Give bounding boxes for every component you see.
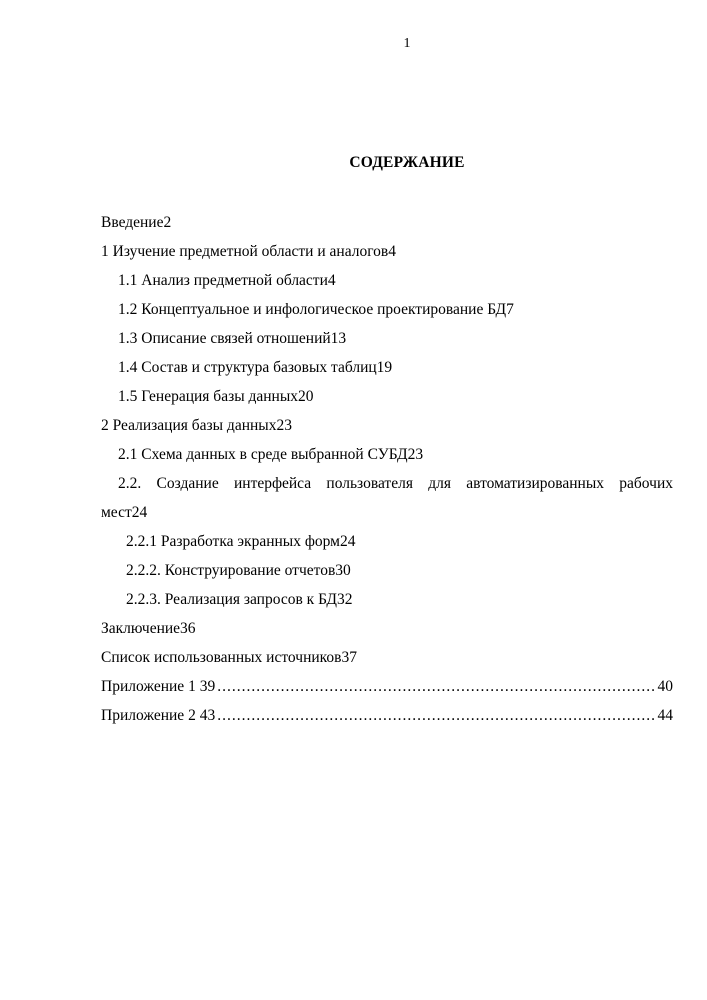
toc-entry-section-2-2[interactable]: 2.2. Создание интерфейса пользователя для автоматизированных рабочих <box>118 475 673 492</box>
dot-leader <box>217 701 655 730</box>
toc-entry-label: Приложение 2 43 <box>101 707 216 724</box>
page-title: СОДЕРЖАНИЕ <box>349 154 465 171</box>
toc-entry-page-number: 44 <box>657 707 673 724</box>
toc-entry-appendix-1[interactable] <box>101 672 673 701</box>
dot-leader <box>217 672 655 701</box>
toc-entry-chapter-1[interactable]: 1 Изучение предметной области и аналогов4 <box>101 243 396 260</box>
toc-entry-appendix-2[interactable] <box>101 701 673 730</box>
toc-entry-section-1-4[interactable]: 1.4 Состав и структура базовых таблиц19 <box>118 359 393 376</box>
toc-entry-intro[interactable]: Введение2 <box>101 214 172 231</box>
toc-entry-section-1-3[interactable]: 1.3 Описание связей отношений13 <box>118 330 347 347</box>
toc-entry-references[interactable]: Список использованных источников37 <box>101 649 357 666</box>
toc-entry-section-2-2-2[interactable]: 2.2.2. Конструирование отчетов30 <box>126 562 351 579</box>
toc-entry-section-1-2[interactable]: 1.2 Концептуальное и инфологическое проектирование БД7 <box>118 301 514 318</box>
toc-entry-section-1-1[interactable]: 1.1 Анализ предметной области4 <box>118 272 336 289</box>
toc-entry-chapter-2[interactable]: 2 Реализация базы данных23 <box>101 417 292 434</box>
toc-entry-page-number: 40 <box>657 678 673 695</box>
toc-entry-section-2-2-continuation[interactable]: мест24 <box>101 504 148 521</box>
table-of-contents <box>101 208 673 730</box>
toc-entry-label: Приложение 1 39 <box>101 678 216 695</box>
toc-entry-section-2-2-1[interactable]: 2.2.1 Разработка экранных форм24 <box>126 533 356 550</box>
page-number: 1 <box>403 36 411 51</box>
toc-entry-section-1-5[interactable]: 1.5 Генерация базы данных20 <box>118 388 314 405</box>
toc-entry-section-2-2-3[interactable]: 2.2.3. Реализация запросов к БД32 <box>126 591 353 608</box>
toc-entry-conclusion[interactable]: Заключение36 <box>101 620 196 637</box>
toc-entry-section-2-1[interactable]: 2.1 Схема данных в среде выбранной СУБД23 <box>118 446 424 463</box>
